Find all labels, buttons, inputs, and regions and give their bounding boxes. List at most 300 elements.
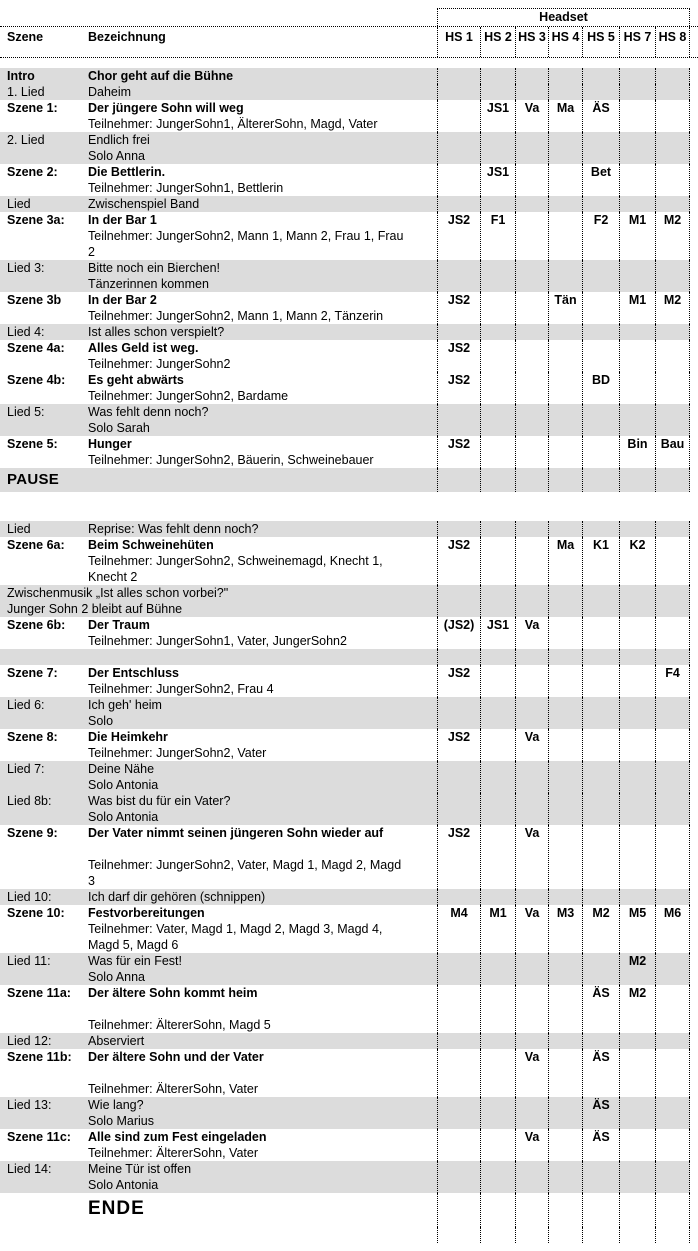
bezeichnung-line: Teilnehmer: JungerSohn2, Bardame	[88, 389, 289, 403]
headset-cell	[437, 196, 480, 212]
headset-cell	[515, 953, 548, 985]
headset-cell	[515, 1227, 548, 1243]
headset-cell	[548, 521, 582, 537]
headset-cell	[582, 68, 619, 84]
table-row	[0, 196, 690, 212]
table-row	[0, 468, 690, 492]
headset-cell	[515, 793, 548, 825]
szene-cell	[0, 1227, 88, 1243]
szene-cell: Lied 4:	[7, 325, 45, 339]
bezeichnung-cell	[88, 468, 437, 492]
bezeichnung-line: Teilnehmer: ÄltererSohn, Vater	[88, 1146, 258, 1160]
column-header-szene: Szene	[7, 30, 44, 44]
headset-cell	[655, 404, 690, 436]
bezeichnung-line: Teilnehmer: ÄltererSohn, Vater	[88, 1082, 258, 1096]
headset-cell	[548, 1097, 582, 1129]
szene-cell: Szene 4a:	[7, 341, 65, 355]
headset-cell: BD	[582, 372, 619, 404]
bezeichnung-line: Tänzerinnen kommen	[88, 277, 209, 291]
table-row	[0, 1227, 690, 1243]
headset-cell	[619, 324, 655, 340]
headset-cell: M2	[655, 292, 690, 324]
table-row	[0, 100, 690, 132]
headset-cell	[437, 1129, 480, 1161]
headset-cell: JS2	[437, 292, 480, 324]
headset-cell: Bet	[582, 164, 619, 196]
bezeichnung-line: Teilnehmer: JungerSohn1, Bettlerin	[88, 181, 284, 195]
headset-cell	[655, 825, 690, 889]
szene-cell: Lied 3:	[7, 261, 45, 275]
headset-cell	[480, 404, 515, 436]
headset-cell	[619, 404, 655, 436]
table-row	[0, 1193, 690, 1227]
headset-cell	[548, 585, 582, 617]
bezeichnung-line: Solo Antonia	[88, 810, 159, 824]
headset-cell	[515, 340, 548, 372]
headset-cell	[437, 985, 480, 1033]
szene-cell: Lied 5:	[7, 405, 45, 419]
headset-cell: ÄS	[582, 1129, 619, 1161]
headset-cell	[619, 1097, 655, 1129]
bezeichnung-cell	[88, 100, 437, 132]
headset-cell	[619, 521, 655, 537]
headset-cell	[619, 697, 655, 729]
headset-cell: JS2	[437, 340, 480, 372]
headset-cell	[548, 340, 582, 372]
bezeichnung-cell	[88, 537, 437, 585]
headset-cell	[582, 260, 619, 292]
headset-cell	[437, 953, 480, 985]
headset-cell: K1	[582, 537, 619, 585]
headset-cell	[480, 521, 515, 537]
headset-cell	[582, 292, 619, 324]
headset-cell	[480, 1033, 515, 1049]
headset-cell: M2	[655, 212, 690, 260]
headset-cell	[548, 84, 582, 100]
szene-cell: Lied 14:	[7, 1162, 52, 1176]
headset-cell	[582, 84, 619, 100]
headset-cell	[619, 665, 655, 697]
full-width-cell	[0, 585, 437, 617]
szene-cell: Szene 11a:	[7, 986, 71, 1000]
headset-cell	[655, 697, 690, 729]
headset-cell	[515, 585, 548, 617]
szene-cell: PAUSE	[7, 471, 60, 488]
headset-cell: JS2	[437, 436, 480, 468]
table-row	[0, 84, 690, 100]
headset-cell	[619, 1033, 655, 1049]
headset-cell	[655, 372, 690, 404]
szene-cell: Szene 8:	[7, 730, 58, 744]
bezeichnung-cell	[88, 436, 437, 468]
headset-cell	[619, 1049, 655, 1097]
szene-cell: Szene 3a:	[7, 213, 65, 227]
bezeichnung-line: Solo Antonia	[88, 1178, 159, 1192]
headset-cell	[437, 468, 480, 492]
headset-cell	[655, 985, 690, 1033]
headset-cell: ÄS	[582, 1049, 619, 1097]
header-body-gap	[0, 58, 698, 68]
headset-cell	[619, 164, 655, 196]
szene-cell: Szene 6a:	[7, 538, 65, 552]
szene-cell: Lied 11:	[7, 954, 51, 968]
headset-cell	[480, 649, 515, 665]
szene-cell: Szene 10:	[7, 906, 65, 920]
headset-cell	[619, 585, 655, 617]
table-row	[0, 324, 690, 340]
table-row	[0, 164, 690, 196]
headset-cell	[437, 1193, 480, 1227]
bezeichnung-cell	[88, 1129, 437, 1161]
szene-cell: Lied 10:	[7, 890, 52, 904]
column-header-hs5: HS 5	[582, 27, 619, 57]
headset-cell	[655, 889, 690, 905]
headset-cell	[515, 649, 548, 665]
headset-cell	[480, 585, 515, 617]
headset-cell	[655, 68, 690, 84]
bezeichnung-line: Teilnehmer: JungerSohn2, Bäuerin, Schweinebauer	[88, 453, 374, 467]
headset-cell	[480, 793, 515, 825]
szene-cell: Szene 9:	[7, 826, 58, 840]
headset-cell	[582, 665, 619, 697]
szene-cell: Szene 11b:	[7, 1050, 72, 1064]
szene-cell: Szene 5:	[7, 437, 58, 451]
headset-cell: K2	[619, 537, 655, 585]
headset-cell	[480, 953, 515, 985]
headset-cell	[480, 985, 515, 1033]
bezeichnung-cell	[88, 665, 437, 697]
bezeichnung-line: Teilnehmer: JungerSohn2, Mann 1, Mann 2, Tänzerin	[88, 309, 384, 323]
headset-cell: Va	[515, 825, 548, 889]
headset-cell	[548, 953, 582, 985]
table-row	[0, 1129, 690, 1161]
headset-cell: Tän	[548, 292, 582, 324]
table-row	[0, 649, 690, 665]
headset-cell	[619, 825, 655, 889]
bezeichnung-line: Ich geh' heim	[88, 698, 162, 712]
headset-cell	[515, 404, 548, 436]
headset-cell	[655, 1097, 690, 1129]
headset-cell	[437, 132, 480, 164]
headset-cell	[582, 825, 619, 889]
headset-cell	[619, 84, 655, 100]
bezeichnung-cell	[88, 372, 437, 404]
szene-cell: Lied 8b:	[7, 794, 52, 808]
headset-cell	[655, 617, 690, 649]
bezeichnung-cell	[88, 649, 437, 665]
headset-cell	[548, 324, 582, 340]
headset-cell	[437, 761, 480, 793]
headset-cell	[548, 468, 582, 492]
table-row	[0, 404, 690, 436]
bezeichnung-line: Teilnehmer: JungerSohn2, Schweinemagd, Knecht 1,	[88, 554, 383, 568]
headset-cell	[619, 1129, 655, 1161]
ende-label: ENDE	[88, 1198, 145, 1219]
headset-cell	[480, 697, 515, 729]
headset-cell	[480, 196, 515, 212]
headset-cell: M2	[582, 905, 619, 953]
bezeichnung-line: 2	[88, 245, 95, 259]
szene-cell: 1. Lied	[7, 85, 45, 99]
headset-cell	[515, 537, 548, 585]
bezeichnung-cell	[88, 697, 437, 729]
headset-cell: JS2	[437, 825, 480, 889]
headset-cell: JS2	[437, 372, 480, 404]
headset-cell	[548, 825, 582, 889]
headset-cell	[515, 68, 548, 84]
bezeichnung-cell	[88, 292, 437, 324]
column-header-bezeichnung: Bezeichnung	[88, 30, 166, 44]
bezeichnung-line: Was bist du für ein Vater?	[88, 794, 231, 808]
bezeichnung-line: Abserviert	[88, 1034, 145, 1048]
headset-cell	[655, 132, 690, 164]
headset-cell	[437, 68, 480, 84]
headset-cell	[515, 697, 548, 729]
headset-cell: M1	[619, 292, 655, 324]
headset-cell	[582, 585, 619, 617]
bezeichnung-line: 3	[88, 874, 95, 888]
headset-cell	[515, 196, 548, 212]
bezeichnung-line: Magd 5, Magd 6	[88, 938, 179, 952]
headset-group-header: Headset	[437, 8, 690, 26]
szene-cell: Szene 2:	[7, 165, 58, 179]
bezeichnung-line: Teilnehmer: JungerSohn1, ÄltererSohn, Magd, Vater	[88, 117, 378, 131]
headset-cell: F2	[582, 212, 619, 260]
headset-cell	[582, 761, 619, 793]
bezeichnung-line: Alles Geld ist weg.	[88, 341, 199, 355]
bezeichnung-line: Teilnehmer: JungerSohn2, Vater, Magd 1, Magd 2, Magd	[88, 858, 402, 872]
headset-cell	[480, 537, 515, 585]
headset-cell	[655, 260, 690, 292]
headset-cell: M3	[548, 905, 582, 953]
headset-cell	[515, 1193, 548, 1227]
headset-cell	[515, 1033, 548, 1049]
column-header-hs8: HS 8	[655, 27, 690, 57]
headset-cell	[515, 260, 548, 292]
bezeichnung-cell	[88, 404, 437, 436]
headset-cell: JS1	[480, 100, 515, 132]
table-row	[0, 372, 690, 404]
headset-cell	[548, 889, 582, 905]
headset-cell	[619, 761, 655, 793]
bezeichnung-cell	[88, 521, 437, 537]
headset-cell	[548, 68, 582, 84]
table-row	[0, 793, 690, 825]
headset-cell: JS2	[437, 729, 480, 761]
headset-cell	[619, 617, 655, 649]
headset-cell	[480, 1049, 515, 1097]
bezeichnung-line: Meine Tür ist offen	[88, 1162, 192, 1176]
bezeichnung-line: Deine Nähe	[88, 762, 155, 776]
table-row	[0, 340, 690, 372]
bezeichnung-line: Solo Sarah	[88, 421, 150, 435]
headset-cell	[655, 1227, 690, 1243]
headset-cell	[437, 324, 480, 340]
headset-cell	[655, 793, 690, 825]
headset-cell: JS2	[437, 665, 480, 697]
table-row	[0, 825, 690, 889]
headset-cell	[480, 372, 515, 404]
headset-cell	[655, 164, 690, 196]
bezeichnung-line: Hunger	[88, 437, 132, 451]
headset-cell: JS1	[480, 164, 515, 196]
headset-cell	[619, 1161, 655, 1193]
table-row	[0, 132, 690, 164]
headset-cell	[437, 585, 480, 617]
headset-cell	[619, 196, 655, 212]
headset-cell	[582, 468, 619, 492]
bezeichnung-line	[88, 1001, 437, 1017]
bezeichnung-line: Ich darf dir gehören (schnippen)	[88, 890, 266, 904]
bezeichnung-line: Teilnehmer: JungerSohn2, Mann 1, Mann 2, Frau 1, Frau	[88, 229, 404, 243]
headset-cell	[515, 889, 548, 905]
bezeichnung-cell	[88, 132, 437, 164]
column-header-hs4: HS 4	[548, 27, 582, 57]
headset-cell	[515, 521, 548, 537]
bezeichnung-line: Ist alles schon verspielt?	[88, 325, 225, 339]
headset-cell	[619, 729, 655, 761]
column-header-row	[0, 26, 698, 58]
szene-cell: 2. Lied	[7, 133, 45, 147]
bezeichnung-line: Chor geht auf die Bühne	[88, 69, 234, 83]
bezeichnung-cell	[88, 196, 437, 212]
headset-cell	[515, 436, 548, 468]
bezeichnung-line: Der Entschluss	[88, 666, 180, 680]
headset-cell	[437, 1049, 480, 1097]
bezeichnung-line: Es geht abwärts	[88, 373, 184, 387]
headset-cell	[515, 1161, 548, 1193]
headset-cell: Va	[515, 729, 548, 761]
bezeichnung-line	[88, 841, 437, 857]
bezeichnung-cell	[88, 1161, 437, 1193]
headset-cell	[582, 1161, 619, 1193]
headset-cell	[437, 521, 480, 537]
bezeichnung-cell	[88, 84, 437, 100]
headset-cell	[437, 404, 480, 436]
headset-cell	[515, 132, 548, 164]
szene-cell: Lied 13:	[7, 1098, 52, 1112]
headset-cell: Va	[515, 617, 548, 649]
headset-cell: M4	[437, 905, 480, 953]
szene-cell: Szene 1:	[7, 101, 58, 115]
bezeichnung-cell	[88, 164, 437, 196]
szene-cell	[0, 1193, 88, 1227]
headset-cell: Ma	[548, 100, 582, 132]
headset-cell	[655, 537, 690, 585]
headset-cell	[437, 260, 480, 292]
headset-cell	[655, 324, 690, 340]
headset-cell: ÄS	[582, 985, 619, 1033]
bezeichnung-line: Alle sind zum Fest eingeladen	[88, 1130, 267, 1144]
headset-cell	[548, 697, 582, 729]
table-row	[0, 905, 690, 953]
bezeichnung-cell	[88, 761, 437, 793]
table-row	[0, 697, 690, 729]
headset-cell	[655, 84, 690, 100]
headset-group-row	[0, 8, 698, 26]
bezeichnung-cell	[88, 889, 437, 905]
column-header-hs7: HS 7	[619, 27, 655, 57]
szene-cell: Lied 7:	[7, 762, 45, 776]
table-row	[0, 521, 690, 537]
headset-cell	[619, 1227, 655, 1243]
table-row	[0, 1161, 690, 1193]
headset-cell	[548, 1161, 582, 1193]
bezeichnung-line: Zwischenspiel Band	[88, 197, 200, 211]
table-row	[0, 665, 690, 697]
headset-cell	[582, 1033, 619, 1049]
headset-cell	[655, 1161, 690, 1193]
table-row	[0, 985, 690, 1033]
bezeichnung-line: Was fehlt denn noch?	[88, 405, 209, 419]
headset-cell	[548, 1049, 582, 1097]
headset-cell	[619, 649, 655, 665]
bezeichnung-line: Daheim	[88, 85, 132, 99]
headset-cell	[480, 729, 515, 761]
headset-cell	[655, 585, 690, 617]
headset-cell	[548, 985, 582, 1033]
headset-cell: Va	[515, 1049, 548, 1097]
headset-cell	[655, 953, 690, 985]
bezeichnung-line: Was für ein Fest!	[88, 954, 183, 968]
headset-cell	[548, 1227, 582, 1243]
szene-cell: Szene 3b	[7, 293, 62, 307]
bezeichnung-cell	[88, 68, 437, 84]
szene-cell: Szene 11c:	[7, 1130, 71, 1144]
headset-cell	[480, 665, 515, 697]
headset-cell	[548, 649, 582, 665]
bezeichnung-cell	[88, 729, 437, 761]
headset-cell	[515, 324, 548, 340]
bezeichnung-line: Endlich frei	[88, 133, 150, 147]
headset-cell	[582, 521, 619, 537]
headset-cell	[480, 260, 515, 292]
table-row	[0, 1049, 690, 1097]
bezeichnung-cell	[88, 1049, 437, 1097]
bezeichnung-cell	[88, 905, 437, 953]
headset-cell	[548, 729, 582, 761]
headset-cell	[655, 1033, 690, 1049]
headset-cell	[582, 404, 619, 436]
bezeichnung-line	[88, 1065, 437, 1081]
bezeichnung-line: Teilnehmer: JungerSohn2, Vater	[88, 746, 267, 760]
bezeichnung-cell	[88, 1193, 437, 1227]
headset-cell	[480, 68, 515, 84]
full-width-line: Junger Sohn 2 bleibt auf Bühne	[7, 602, 183, 616]
szene-cell: Szene 6b:	[7, 618, 66, 632]
bezeichnung-line: Solo Antonia	[88, 778, 159, 792]
headset-cell	[515, 761, 548, 793]
headset-cell	[548, 1033, 582, 1049]
headset-cell	[582, 889, 619, 905]
table-header	[0, 8, 698, 58]
headset-cell	[582, 649, 619, 665]
headset-cell	[437, 1227, 480, 1243]
headset-cell	[515, 164, 548, 196]
bezeichnung-line: In der Bar 2	[88, 293, 157, 307]
table-row	[0, 761, 690, 793]
headset-cell: (JS2)	[437, 617, 480, 649]
bezeichnung-cell	[88, 617, 437, 649]
headset-cell	[619, 100, 655, 132]
column-header-hs2: HS 2	[480, 27, 515, 57]
headset-cell: JS2	[437, 537, 480, 585]
headset-cell	[619, 468, 655, 492]
headset-cell	[655, 196, 690, 212]
headset-cell	[548, 793, 582, 825]
headset-cell: F4	[655, 665, 690, 697]
bezeichnung-line: Die Bettlerin.	[88, 165, 166, 179]
